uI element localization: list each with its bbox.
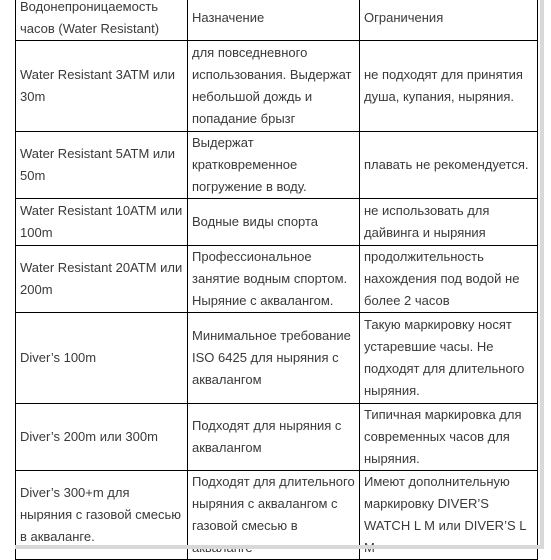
cell-rating: Water Resistant 5ATM или 50m	[16, 132, 188, 199]
water-resistance-table	[15, 0, 538, 560]
frame-shadow-bottom	[15, 545, 544, 549]
cell-purpose: Водные виды спорта	[188, 199, 360, 246]
cell-purpose: Выдержат кратковременное погружение в воду.	[188, 132, 360, 199]
cell-limits: не использовать для дайвинга и ныряния	[360, 199, 538, 246]
cell-limits: не подходят для принятия душа, купания, ныряния.	[360, 41, 538, 132]
table-header-row	[16, 0, 538, 41]
table-row	[16, 246, 538, 313]
cell-rating: Water Resistant 10ATM или 100m	[16, 199, 188, 246]
cell-rating: Water Resistant 3ATM или 30m	[16, 41, 188, 132]
cell-purpose: Подходят для длительного ныряния с аквалангом с газовой смесью в	[188, 471, 360, 560]
cell-rating: Water Resistant 20ATM или 200m	[16, 246, 188, 313]
cell-limits: Типичная маркировка для современных часов для ныряния.	[360, 404, 538, 471]
cell-limits: продолжительность нахождения под водой не более 2 часов	[360, 246, 538, 313]
cell-purpose: Подходят для ныряния с аквалангом	[188, 404, 360, 471]
table-row	[16, 199, 538, 246]
header-cell-rating: Водонепроницаемость часов (Water Resistant)	[16, 0, 188, 41]
table-row	[16, 41, 538, 132]
cell-rating: Diver’s 200m или 300m	[16, 404, 188, 471]
cell-rating: Diver’s 100m	[16, 313, 188, 404]
table-row	[16, 132, 538, 199]
cell-purpose: Профессиональное занятие водным спортом. Ныряние с аквалангом.	[188, 246, 360, 313]
cell-limits: плавать не рекомендуется.	[360, 132, 538, 199]
cell-limits: Такую маркировку носят устаревшие часы. Не подходят для длительного ныряния.	[360, 313, 538, 404]
cell-limits: Имеют дополнительную маркировку DIVER’S WATCH L M или DIVER’S L	[360, 471, 538, 560]
table-row	[16, 404, 538, 471]
cell-purpose: для повседневного использования. Выдержат небольшой дождь и попадание брызг	[188, 41, 360, 132]
table-frame	[15, 0, 537, 545]
header-cell-purpose: Назначение	[188, 0, 360, 41]
header-cell-limits: Ограничения	[360, 0, 538, 41]
table-row	[16, 313, 538, 404]
cell-rating: Diver’s 300+m для ныряния с газовой смесью в акваланге.	[16, 471, 188, 560]
cell-purpose: Минимальное требование ISO 6425 для ныряния с аквалангом	[188, 313, 360, 404]
frame-shadow-right	[540, 0, 544, 549]
